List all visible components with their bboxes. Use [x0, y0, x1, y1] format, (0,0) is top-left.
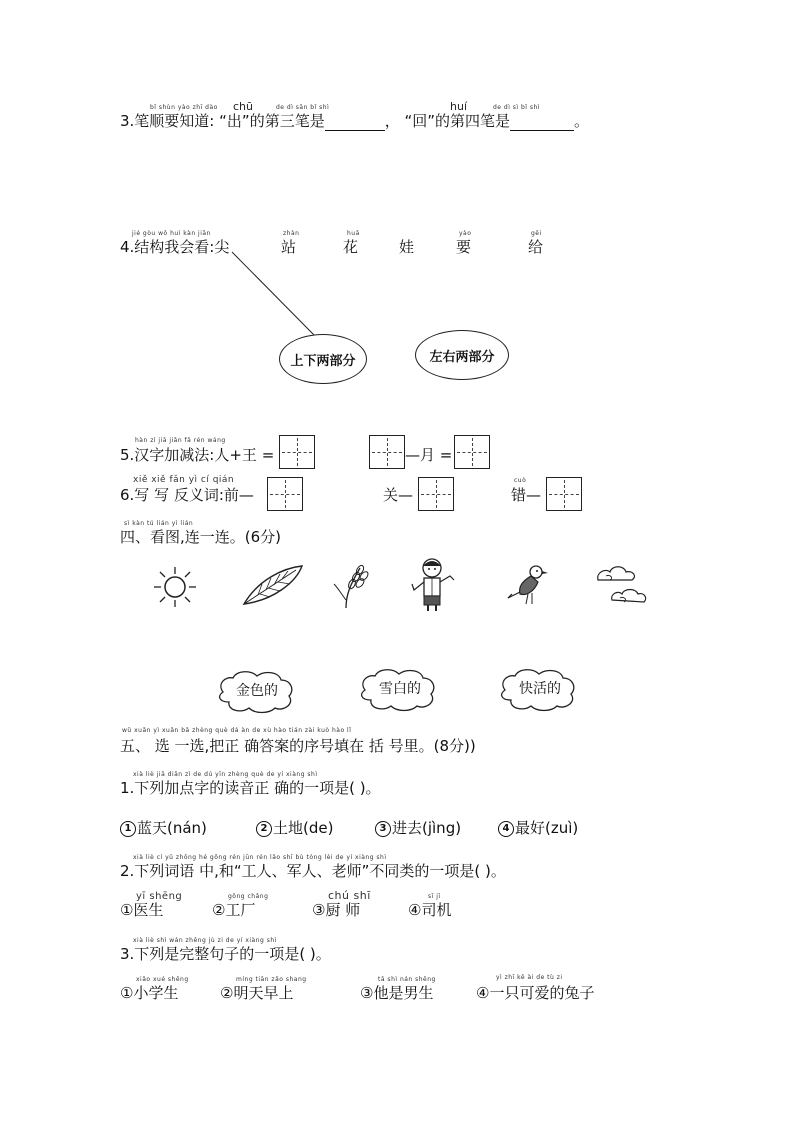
- pinyin-q6: xiě xiě fǎn yì cí qián: [133, 475, 235, 485]
- s5q3-option-1[interactable]: ①小学生: [120, 984, 179, 1002]
- q5-minus-moon: —月 =: [405, 446, 453, 464]
- pinyin-sec5: wǔ xuǎn yì xuǎn bǎ zhèng què dá àn de xù hào tián zài kuò hào lǐ: [122, 727, 352, 734]
- char-yao: 要: [456, 238, 472, 256]
- char-hua: 花: [343, 238, 359, 256]
- pinyin-zhan: zhàn: [283, 230, 300, 237]
- question-5: 5.汉字加减法:人+王 =: [120, 446, 275, 464]
- sun-icon[interactable]: [150, 565, 200, 609]
- char-wa: 娃: [399, 238, 415, 256]
- s5q2-option-4[interactable]: ④司机: [408, 901, 452, 919]
- oval-top-bottom[interactable]: 上下两部分: [279, 334, 367, 384]
- question-3: 3.笔顺要知道: “出”的第三笔是 ， “回”的第四笔是 。: [120, 112, 590, 130]
- pinyin-cuo: cuò: [514, 477, 527, 484]
- pinyin-s5q2: xià liè cí yǔ zhōng hé gōng rén jūn rén lǎo shī bù tóng lèi de yí xiàng shì: [133, 854, 387, 861]
- s5q2-option-1[interactable]: ①医生: [120, 901, 164, 919]
- oval-left-right[interactable]: 左右两部分: [415, 330, 509, 380]
- pinyin-chu: chū: [233, 100, 253, 113]
- pinyin-hui: huí: [450, 100, 467, 113]
- s5q1-option-3[interactable]: 3 进去(jìng): [375, 817, 461, 838]
- cloud-label-golden[interactable]: 金色的: [236, 683, 278, 699]
- char-zhan: 站: [281, 238, 297, 256]
- s5q2-option-3[interactable]: ③厨 师: [312, 901, 361, 919]
- pinyin-s5q3-opt4: yì zhī kě ài de tù zi: [496, 974, 563, 981]
- writing-grid-3[interactable]: [454, 435, 490, 469]
- cloud-label-snowwhite[interactable]: 雪白的: [379, 681, 421, 697]
- question-6: 6.写 写 反义词:前—: [120, 486, 254, 504]
- s5q2-option-2[interactable]: ②工厂: [212, 901, 256, 919]
- pinyin-q3: bǐ shùn yào zhī dào: [150, 104, 218, 111]
- s5-question-2: 2.下列词语 中,和“工人、军人、老师”不同类的一项是( )。: [120, 862, 506, 880]
- s5-question-3: 3.下列是完整句子的一项是( )。: [120, 945, 331, 963]
- s5q1-option-4[interactable]: 4 最好(zuì): [498, 817, 578, 838]
- writing-grid-6[interactable]: [546, 477, 582, 511]
- pinyin-yao: yào: [459, 230, 472, 237]
- pinyin-s5q2-opt3: chú shī: [328, 889, 371, 902]
- writing-grid-4[interactable]: [267, 477, 303, 511]
- s5q3-option-4[interactable]: ④一只可爱的兔子: [476, 984, 595, 1002]
- pinyin-s5q3-opt3: tā shì nán shēng: [378, 976, 436, 983]
- s5q3-option-3[interactable]: ③他是男生: [360, 984, 434, 1002]
- pinyin-q5: hàn zì jiā jiǎn fǎ rén wáng: [135, 437, 226, 444]
- s5q1-option-1[interactable]: 1 蓝天(nán): [120, 817, 207, 838]
- pinyin-s5q3-opt1: xiǎo xué shēng: [136, 976, 189, 983]
- wheat-icon[interactable]: [330, 560, 372, 610]
- section-5-title: 五、 选 一选,把正 确答案的序号填在 括 号里。(8分)): [120, 737, 476, 755]
- pinyin-s5q2-opt1: yī shēng: [136, 891, 183, 902]
- char-guan: 关—: [383, 486, 414, 504]
- writing-grid-1[interactable]: [279, 435, 315, 469]
- writing-grid-2[interactable]: [369, 435, 405, 469]
- section-4-title: 四、看图,连一连。(6分): [120, 528, 282, 546]
- cloud-label-happy[interactable]: 快活的: [519, 681, 561, 697]
- pinyin-q3-end: de dì sì bǐ shì: [493, 104, 540, 111]
- pinyin-s5q2-opt4: sī jī: [428, 893, 441, 900]
- writing-grid-5[interactable]: [418, 477, 454, 511]
- example-connector-line: [232, 252, 314, 335]
- cloud-icon[interactable]: [592, 562, 650, 608]
- pinyin-s5q3: xià liè shì wán zhěng jù zi de yí xiàng shì: [133, 937, 277, 944]
- pinyin-sec4: sì kàn tú lián yì lián: [124, 520, 194, 527]
- pinyin-hua: huā: [347, 230, 360, 237]
- boy-icon[interactable]: [408, 556, 460, 614]
- leaf-icon[interactable]: [238, 562, 306, 608]
- pinyin-gei: gěi: [531, 230, 542, 237]
- s5q3-option-2[interactable]: ②明天早上: [220, 984, 294, 1002]
- question-4: 4.结构我会看:尖: [120, 238, 230, 256]
- pinyin-s5q2-opt2: gōng chǎng: [228, 893, 269, 900]
- s5q1-option-2[interactable]: 2 土地(de): [256, 817, 333, 838]
- pinyin-s5q1: xià liè jiā diǎn zì de dú yīn zhèng què de yí xiàng shì: [133, 771, 318, 778]
- pinyin-q3-mid: de dì sān bǐ shì: [276, 104, 330, 111]
- pinyin-q4: jié gòu wǒ huì kàn jiān: [132, 230, 211, 237]
- char-gei: 给: [528, 238, 544, 256]
- bird-icon[interactable]: [502, 562, 550, 608]
- char-cuo: 错—: [511, 486, 542, 504]
- s5-question-1: 1.下列加点字的读音正 确的一项是( )。: [120, 779, 381, 797]
- pinyin-s5q3-opt2: míng tiān zǎo shang: [236, 976, 307, 983]
